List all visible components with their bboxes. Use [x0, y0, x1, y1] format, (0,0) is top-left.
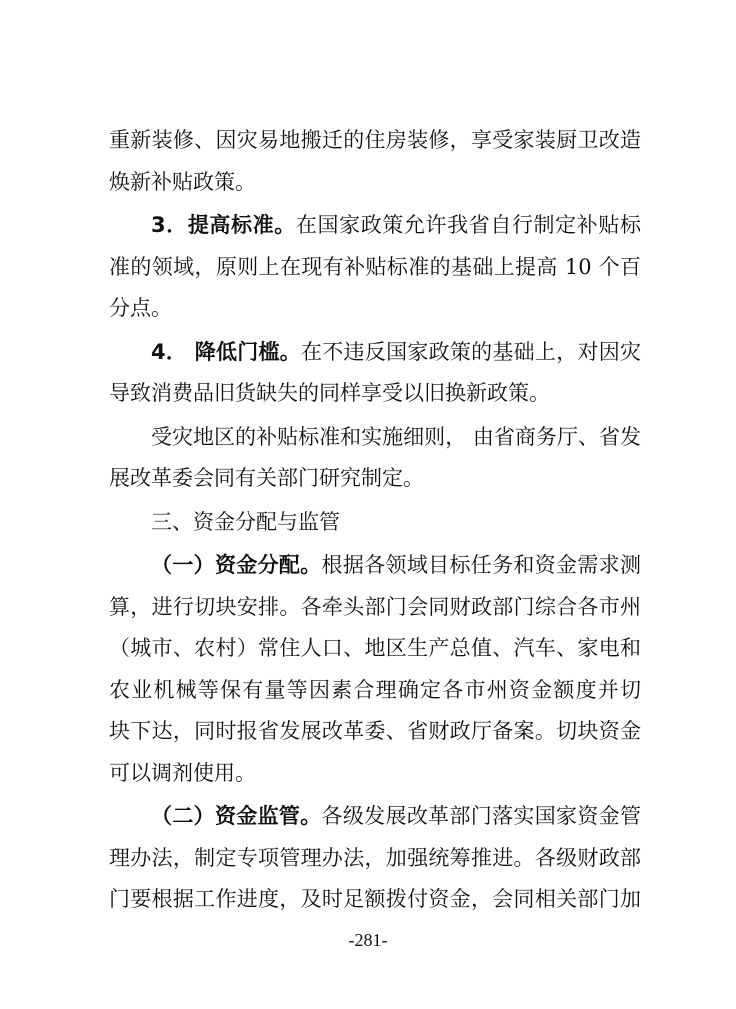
paragraph-first-line — [109, 545, 641, 587]
document-body — [109, 120, 641, 921]
page-number: -281- — [348, 930, 388, 950]
paragraph-first-line: 受灾地区的补贴标准和实施细则， 由省商务厅、省发 — [151, 424, 641, 449]
body-line: 准的领域，原则上在现有补贴标准的基础上提高 10 个百 — [109, 254, 641, 279]
paragraph-lead-bold: 4． 降低门槛。 — [151, 339, 302, 364]
body-line: 导致消费品旧货缺失的同样享受以旧换新政策。 — [109, 381, 550, 405]
body-line: 展改革委会同有关部门研究制定。 — [109, 466, 424, 490]
paragraph-lead-bold: （一）资金分配。 — [151, 553, 322, 577]
paragraph-lead-text: 各级发展改革部门落实国家资金管 — [321, 804, 642, 828]
body-line: 理办法，制定专项管理办法，加强统筹推进。各级财政部 — [109, 845, 641, 870]
body-line: 块下达，同时报省发展改革委、省财政厅备案。切块资金 — [109, 719, 641, 743]
body-line: 可以调剂使用。 — [109, 760, 256, 785]
paragraph-lead-text: 在国家政策允许我省自行制定补贴标 — [295, 213, 641, 237]
body-line: 重新装修、因灾易地搬迁的住房装修，享受家装厨卫改造 — [109, 128, 641, 152]
body-line: 分点。 — [109, 296, 172, 320]
paragraph-first-line — [109, 332, 641, 374]
body-line: 焕新补贴政策。 — [109, 169, 256, 194]
section-heading: 三、资金分配与监管 — [151, 509, 340, 534]
paragraph-lead-text: 根据各领域目标任务和资金需求测 — [321, 553, 642, 577]
body-line: 农业机械等保有量等因素合理确定各市州资金额度并切 — [109, 677, 641, 702]
body-line: 门要根据工作进度，及时足额拨付资金，会同相关部门加 — [109, 887, 641, 911]
body-line: （城市、农村）常住人口、地区生产总值、汽车、家电和 — [109, 636, 641, 660]
paragraph-lead-text: 在不违反国家政策的基础上，对因灾 — [301, 339, 641, 364]
paragraph-first-line — [109, 205, 641, 247]
paragraph-lead-bold: 3．提高标准。 — [151, 213, 296, 237]
paragraph-lead-bold: （二）资金监管。 — [151, 804, 322, 828]
paragraph-first-line — [109, 796, 641, 838]
body-line: 算，进行切块安排。各牵头部门会同财政部门综合各市州 — [109, 594, 641, 619]
